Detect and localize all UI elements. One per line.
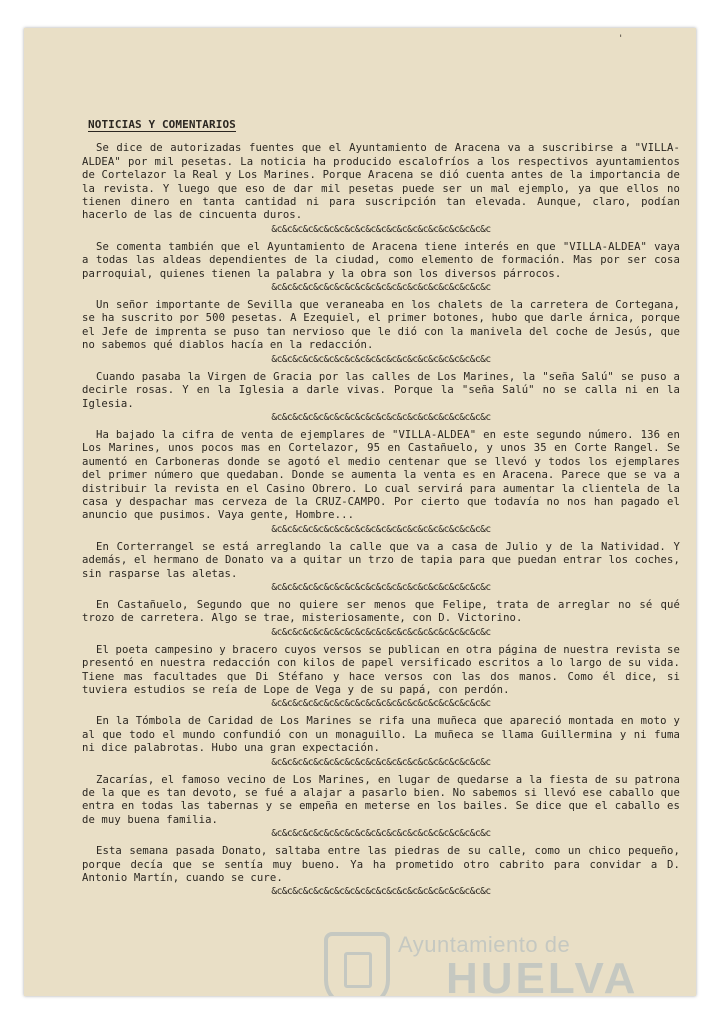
paragraph-10: Zacarías, el famoso vecino de Los Marines, en lugar de quedarse a la fiesta de su patrona de la que es tan devoto, se fué a alajar a pasarlo bien. No sabemos si llevó ese caballo que entra en todas las tabernas y se empeña en meterse en los bailes. Se dice que el caballo es de muy buena familia. [82,773,680,826]
shield-icon [324,932,390,996]
archive-watermark [316,926,676,996]
separator-9: &c&c&c&c&c&c&c&c&c&c&c&c&c&c&c&c&c&c&c&c&c [271,756,491,768]
paragraph-6: En Corterrangel se está arreglando la calle que va a casa de Julio y de la Natividad. Y además, el hermano de Donato va a quitar un trzo de tapia para que puedan entrar los coches, sin rasparse las aletas. [82,540,680,580]
watermark-line-1: Ayuntamiento de [398,932,571,957]
page-title: NOTICIAS Y COMENTARIOS [88,118,236,131]
paragraph-9: En la Tómbola de Caridad de Los Marines se rifa una muñeca que apareció montada en moto y al que todo el mundo confundió con un monaguillo. La muñeca se llama Guillermina y ni fuma ni dice palabrotas. Hubo una gran expectación. [82,715,680,755]
separator-4: &c&c&c&c&c&c&c&c&c&c&c&c&c&c&c&c&c&c&c&c&c [271,411,491,423]
paragraph-11: Esta semana pasada Donato, saltaba entre las piedras de su calle, como un chico pequeño, porque decía que se sentía muy bueno. Ya ha prometido otro cabrito para convidar a D. Antonio Martín, cuando se cure. [82,845,680,885]
separator-5: &c&c&c&c&c&c&c&c&c&c&c&c&c&c&c&c&c&c&c&c&c [271,523,491,535]
separator-11: &c&c&c&c&c&c&c&c&c&c&c&c&c&c&c&c&c&c&c&c&c [271,886,491,898]
paragraph-2: Se comenta también que el Ayuntamiento de Aracena tiene interés en que "VILLA-ALDEA" vaya a todas las aldeas dependientes de la ciudad, como elemento de formación. Mas por ser cosa parroquial, quienes tienen la palabra y la obra son los diversos párrocos. [82,240,680,280]
paragraph-1: Se dice de autorizadas fuentes que el Ayuntamiento de Aracena va a suscribirse a "VILLA-ALDEA" por mil pesetas. La noticia ha producido escalofríos a los respectivos ayuntamientos de Cortelazor la Real y Los Marines. Porque Aracena se dió cuenta antes de la importancia de la revista. Y luego que eso de dar mil pesetas puede ser un mal ejemplo, ya que ellos no tienen dinero en tanta cantidad ni para suscripción tan elevada. Aunque, claro, podían hacerlo de las de cincuenta duros. [82,142,680,222]
separator-2: &c&c&c&c&c&c&c&c&c&c&c&c&c&c&c&c&c&c&c&c&c [271,282,491,294]
separator-1: &c&c&c&c&c&c&c&c&c&c&c&c&c&c&c&c&c&c&c&c&c [271,223,491,235]
page-mark: ' [618,34,624,44]
page-content [82,118,680,903]
watermark-line-2: HUELVA [446,954,639,996]
separator-6: &c&c&c&c&c&c&c&c&c&c&c&c&c&c&c&c&c&c&c&c&c [271,581,491,593]
separator-3: &c&c&c&c&c&c&c&c&c&c&c&c&c&c&c&c&c&c&c&c&c [271,353,491,365]
paragraph-8: El poeta campesino y bracero cuyos versos se publican en otra página de nuestra revista se presentó en nuestra redacción con kilos de papel versificado escritos a lo largo de su vida. Tiene mas facultades que Di Stéfano y hace versos con las dos manos. Como él dice, si tuviera estudios se reía de Lope de Vega y de su papá, con perdón. [82,643,680,696]
separator-7: &c&c&c&c&c&c&c&c&c&c&c&c&c&c&c&c&c&c&c&c&c [271,626,491,638]
typewritten-page [24,28,696,996]
separator-8: &c&c&c&c&c&c&c&c&c&c&c&c&c&c&c&c&c&c&c&c&c [271,698,491,710]
paragraph-7: En Castañuelo, Segundo que no quiere ser menos que Felipe, trata de arreglar no sé qué trozo de carretera. Algo se trae, misteriosamente, con D. Victorino. [82,598,680,625]
paragraph-3: Un señor importante de Sevilla que veraneaba en los chalets de la carretera de Cortegana, se ha suscrito por 500 pesetas. A Ezequiel, el primer botones, hubo que darle árnica, porque el Jefe de imprenta se puso tan nervioso que le dió con la manivela del coche de Jesús, que no sabemos qué diablos hacía en la redacción. [82,299,680,352]
separator-10: &c&c&c&c&c&c&c&c&c&c&c&c&c&c&c&c&c&c&c&c&c [271,828,491,840]
paragraph-4: Cuando pasaba la Virgen de Gracia por las calles de Los Marines, la "seña Salú" se puso a decirle rosas. Y en la Iglesia a darle vivas. Porque la "seña Salú" no se calla ni en la Iglesia. [82,370,680,410]
paragraph-5: Ha bajado la cifra de venta de ejemplares de "VILLA-ALDEA" en este segundo número. 136 en Los Marines, unos pocos mas en Cortelazor, 95 en Castañuelo, y unos 35 en Corte Rangel. Se aumentó en Carboneras donde se agotó el medio centenar que se llevó y todos los ejemplares del primer número que quedaban. Donde se aumenta la venta es en Aracena. Parece que se va a distribuir la revista en el Casino Obrero. Lo cual servirá para aumentar la clientela de la casa y despachar mas cerveza de la CRUZ-CAMPO. Por cierto que todavía no nos han pagado el anuncio que pusimos. Vaya gente, Hombre... [82,428,680,522]
